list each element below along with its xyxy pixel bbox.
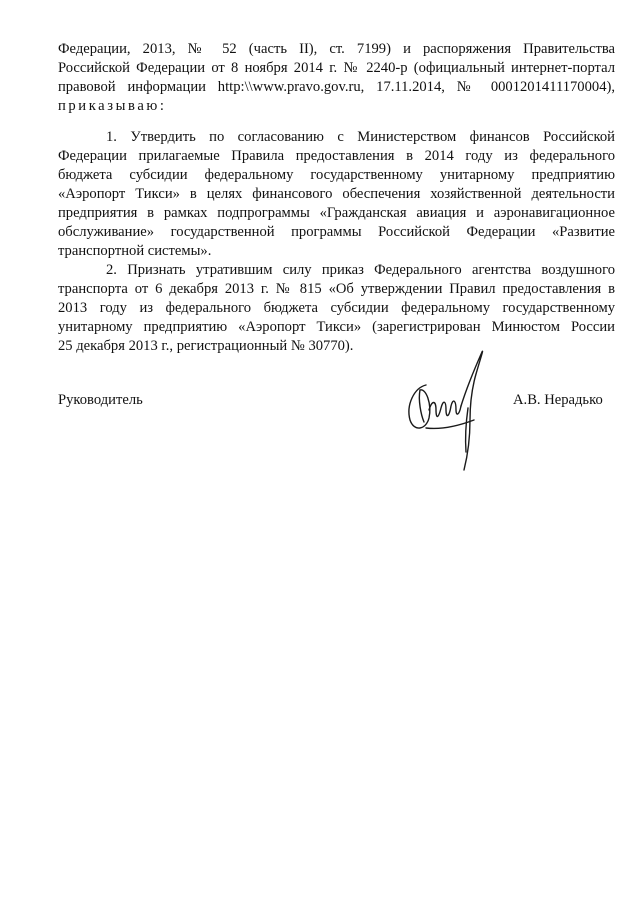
signatory-title: Руководитель — [58, 392, 143, 408]
preamble-line: Российской Федерации от 8 ноября 2014 г. № 2240-р (официальный интернет-портал — [58, 60, 615, 76]
item-2-line: унитарному предприятию «Аэропорт Тикси» (зарегистрирован Минюстом России — [58, 319, 615, 335]
item-2-line: транспорта от 6 декабря 2013 г. № 815 «Об утверждении Правил предоставления в — [58, 281, 615, 297]
item-1-line: обслуживание» государственной программы Российской Федерации «Развитие — [58, 224, 615, 240]
item-2-line: 2013 году из федерального бюджета субсидии федеральному государственному — [58, 300, 615, 316]
item-1-line: бюджета субсидии федеральному государственному унитарному предприятию — [58, 167, 615, 183]
order-word: приказываю: — [58, 98, 167, 114]
item-1-line: 1. Утвердить по согласованию с Министерством финансов Российской — [106, 129, 615, 145]
handwritten-signature-icon — [396, 330, 506, 480]
item-1-line: транспортной системы». — [58, 243, 212, 259]
item-1-line: Федерации прилагаемые Правила предоставления в 2014 году из федерального — [58, 148, 615, 164]
item-1-line: предприятия в рамках подпрограммы «Гражданская авиация и аэронавигационное — [58, 205, 615, 221]
preamble-paragraph — [58, 40, 615, 116]
item-2-line: 25 декабря 2013 г., регистрационный № 30770). — [58, 338, 354, 354]
preamble-line: Федерации, 2013, № 52 (часть II), ст. 7199) и распоряжения Правительства — [58, 41, 615, 57]
item-2-line: 2. Признать утратившим силу приказ Федерального агентства воздушного — [106, 262, 615, 278]
item-1-line: «Аэропорт Тикси» в целях финансового обеспечения хозяйственной деятельности — [58, 186, 615, 202]
signatory-name: А.В. Нерадько — [513, 392, 603, 408]
item-1-paragraph — [58, 128, 615, 261]
item-2-paragraph — [58, 261, 615, 356]
preamble-line: правовой информации http:\\www.pravo.gov.ru, 17.11.2014, № 0001201411170004), — [58, 79, 615, 95]
